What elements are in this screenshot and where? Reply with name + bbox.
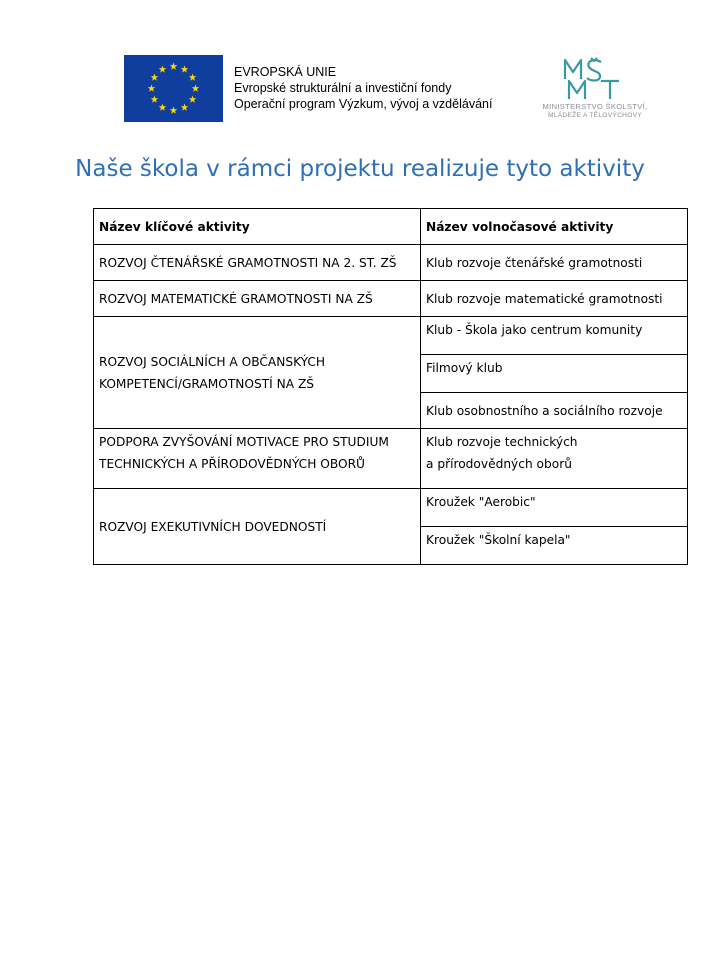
- leisure-activity-text: a přírodovědných oborů: [426, 457, 572, 471]
- leisure-activity-cell: [421, 429, 688, 489]
- eu-logo-line: EVROPSKÁ UNIE: [234, 65, 337, 79]
- eu-star-icon: [181, 65, 189, 72]
- leisure-activity-cell: [421, 317, 688, 355]
- key-activity-text: ROZVOJ EXEKUTIVNÍCH DOVEDNOSTÍ: [99, 519, 327, 534]
- table-row: [94, 245, 688, 281]
- leisure-activity-cell: [421, 245, 688, 281]
- msmt-logo: [527, 55, 663, 125]
- leisure-activity-cell: [421, 393, 688, 429]
- eu-star-icon: [148, 85, 156, 92]
- table-row: [94, 317, 688, 355]
- eu-logo-text: [234, 64, 492, 112]
- eu-star-icon: [159, 65, 167, 72]
- leisure-activity-text: Klub rozvoje čtenářské gramotnosti: [426, 255, 643, 270]
- table-header-row: [94, 209, 688, 245]
- leisure-activity-text: Filmový klub: [426, 361, 503, 375]
- key-activity-text: TECHNICKÝCH A PŘÍRODOVĚDNÝCH OBORŮ: [99, 457, 365, 471]
- eu-star-icon: [159, 104, 167, 111]
- key-activity-cell: [94, 489, 421, 565]
- key-activity-text: ROZVOJ SOCIÁLNÍCH A OBČANSKÝCH: [99, 354, 326, 369]
- column-header: Název klíčové aktivity: [94, 209, 421, 245]
- key-activity-cell: [94, 245, 421, 281]
- leisure-activity-cell: [421, 527, 688, 565]
- leisure-activity-text: Klub osobnostního a sociálního rozvoje: [426, 403, 663, 418]
- eu-star-icon: [181, 104, 189, 111]
- key-activity-cell: [94, 281, 421, 317]
- eu-logo-line: Operační program Výzkum, vývoj a vzdělávání: [234, 97, 493, 111]
- key-activity-text: ROZVOJ ČTENÁŘSKÉ GRAMOTNOSTI NA 2. ST. ZŠ: [99, 255, 397, 270]
- key-activity-cell: [94, 429, 421, 489]
- msmt-logo-icon: [561, 57, 631, 101]
- activities-table: [93, 208, 688, 565]
- leisure-activity-text: Klub rozvoje matematické gramotnosti: [426, 291, 663, 306]
- page-title: Naše škola v rámci projektu realizuje tyto aktivity: [75, 156, 645, 182]
- leisure-activity-text: Kroužek "Školní kapela": [426, 533, 571, 547]
- leisure-activity-text: Kroužek "Aerobic": [426, 495, 536, 509]
- table-row: [94, 429, 688, 489]
- msmt-logo-line: MINISTERSTVO ŠKOLSTVÍ,: [542, 102, 648, 111]
- leisure-activity-cell: [421, 281, 688, 317]
- msmt-logo-line: MLÁDEŽE A TĚLOVÝCHOVY: [547, 112, 643, 119]
- eu-flag-icon: [124, 55, 223, 122]
- column-header: Název volnočasové aktivity: [421, 209, 688, 245]
- key-activity-text: KOMPETENCÍ/GRAMOTNOSTÍ NA ZŠ: [99, 376, 315, 391]
- leisure-activity-text: Klub rozvoje technických: [426, 435, 578, 449]
- leisure-activity-cell: [421, 489, 688, 527]
- eu-star-icon: [192, 85, 200, 92]
- leisure-activity-cell: [421, 355, 688, 393]
- leisure-activity-text: Klub - Škola jako centrum komunity: [426, 323, 643, 337]
- eu-star-icon: [151, 96, 159, 103]
- table-row: [94, 281, 688, 317]
- eu-star-icon: [189, 74, 197, 81]
- key-activity-text: PODPORA ZVYŠOVÁNÍ MOTIVACE PRO STUDIUM: [99, 435, 389, 449]
- key-activity-cell: [94, 317, 421, 429]
- eu-logo-line: Evropské strukturální a investiční fondy: [234, 81, 452, 95]
- eu-stars-icon: [124, 55, 223, 122]
- key-activity-text: ROZVOJ MATEMATICKÉ GRAMOTNOSTI NA ZŠ: [99, 291, 373, 306]
- table-row: [94, 489, 688, 527]
- eu-star-icon: [189, 96, 197, 103]
- eu-star-icon: [151, 74, 159, 81]
- eu-star-icon: [170, 63, 178, 70]
- eu-star-icon: [170, 107, 178, 114]
